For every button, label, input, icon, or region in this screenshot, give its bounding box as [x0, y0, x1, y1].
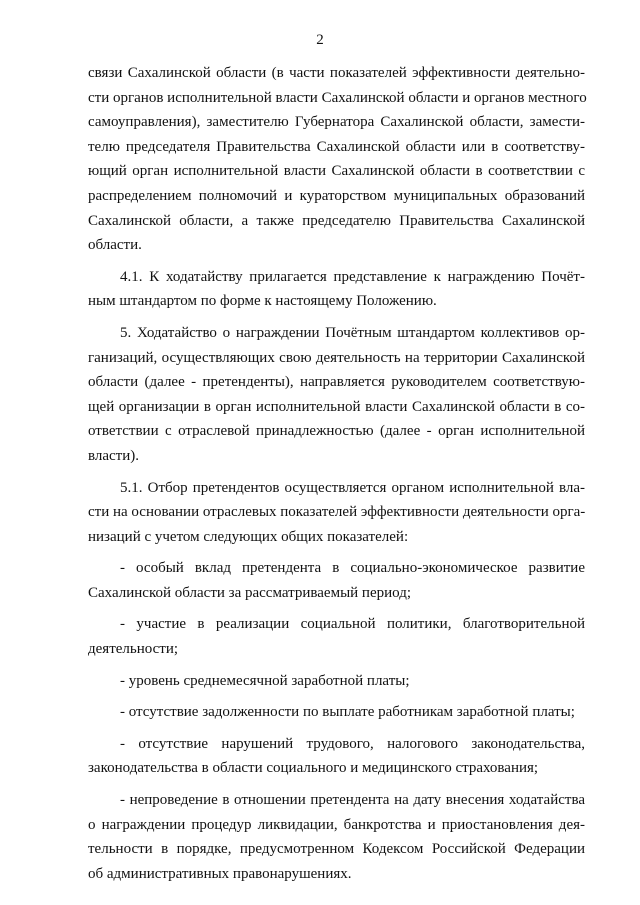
page-number: 2: [316, 32, 324, 48]
text-line: распределением полномочий и кураторством муниципальных образований: [88, 187, 585, 204]
text-line: - непроведение в отношении претендента на дату внесения ходатайства: [120, 792, 585, 809]
text-line: - особый вклад претендента в социально-экономическое развитие: [120, 560, 585, 577]
text-line: 5. Ходатайство о награждении Почётным штандартом коллективов ор-: [120, 324, 585, 341]
text-line: ганизаций, осуществляющих свою деятельность на территории Сахалинской: [88, 349, 585, 366]
text-line: области.: [88, 237, 142, 254]
document-body: [88, 61, 585, 886]
text-line: - уровень среднемесячной заработной платы;: [120, 672, 410, 689]
text-line: 4.1. К ходатайству прилагается представление к награждению Почёт-: [120, 268, 585, 285]
text-line: связи Сахалинской области (в части показателей эффективности деятельно-: [88, 65, 585, 81]
text-line: - отсутствие задолженности по выплате работникам заработной платы;: [120, 704, 575, 721]
paragraph-5-1: [88, 476, 585, 550]
text-line: ющий орган исполнительной власти Сахалинской области в соответствии с: [88, 163, 585, 180]
list-item-bullet-2: [88, 612, 585, 661]
text-line: ответствии с отраслевой принадлежностью (далее - орган исполнительной: [88, 423, 585, 440]
text-line: деятельности;: [88, 641, 179, 658]
paragraph-intro-continuation: [88, 61, 585, 258]
text-line: об административных правонарушениях.: [88, 865, 352, 882]
text-line: самоуправления), заместителю Губернатора Сахалинской области, замести-: [88, 114, 585, 131]
text-line: власти).: [88, 447, 140, 464]
text-line: тельности в порядке, предусмотренном Кодексом Российской Федерации: [88, 841, 585, 858]
text-line: законодательства в области социального и медицинского страхования;: [88, 760, 539, 777]
paragraph-4-1: [88, 265, 585, 314]
list-item-bullet-5: [88, 732, 585, 781]
text-line: сти на основании отраслевых показателей эффективности деятельности орга-: [88, 504, 586, 521]
list-item-bullet-1: [88, 556, 585, 605]
text-line: - участие в реализации социальной политики, благотворительной: [120, 616, 585, 633]
list-item-bullet-3: [88, 669, 585, 694]
paragraph-5: [88, 321, 585, 469]
text-line: сти органов исполнительной власти Сахалинской области и органов местного: [88, 89, 587, 106]
list-item-bullet-6: [88, 788, 585, 886]
text-line: Сахалинской области, а также председателю Правительства Сахалинской: [88, 212, 585, 229]
text-line: ным штандартом по форме к настоящему Положению.: [88, 293, 437, 310]
text-line: 5.1. Отбор претендентов осуществляется органом исполнительной вла-: [120, 479, 585, 496]
text-line: о награждении процедур ликвидации, банкротства и приостановления дея-: [88, 816, 585, 833]
list-item-bullet-4: [88, 700, 585, 725]
text-line: телю председателя Правительства Сахалинской области или в соответству-: [88, 138, 585, 155]
text-line: области (далее - претенденты), направляется руководителем соответствую-: [88, 374, 585, 391]
text-line: Сахалинской области за рассматриваемый период;: [88, 584, 412, 601]
text-line: щей организации в орган исполнительной власти Сахалинской области в со-: [88, 398, 585, 415]
text-line: низаций с учетом следующих общих показателей:: [88, 528, 409, 545]
text-line: - отсутствие нарушений трудового, налогового законодательства,: [120, 735, 585, 752]
